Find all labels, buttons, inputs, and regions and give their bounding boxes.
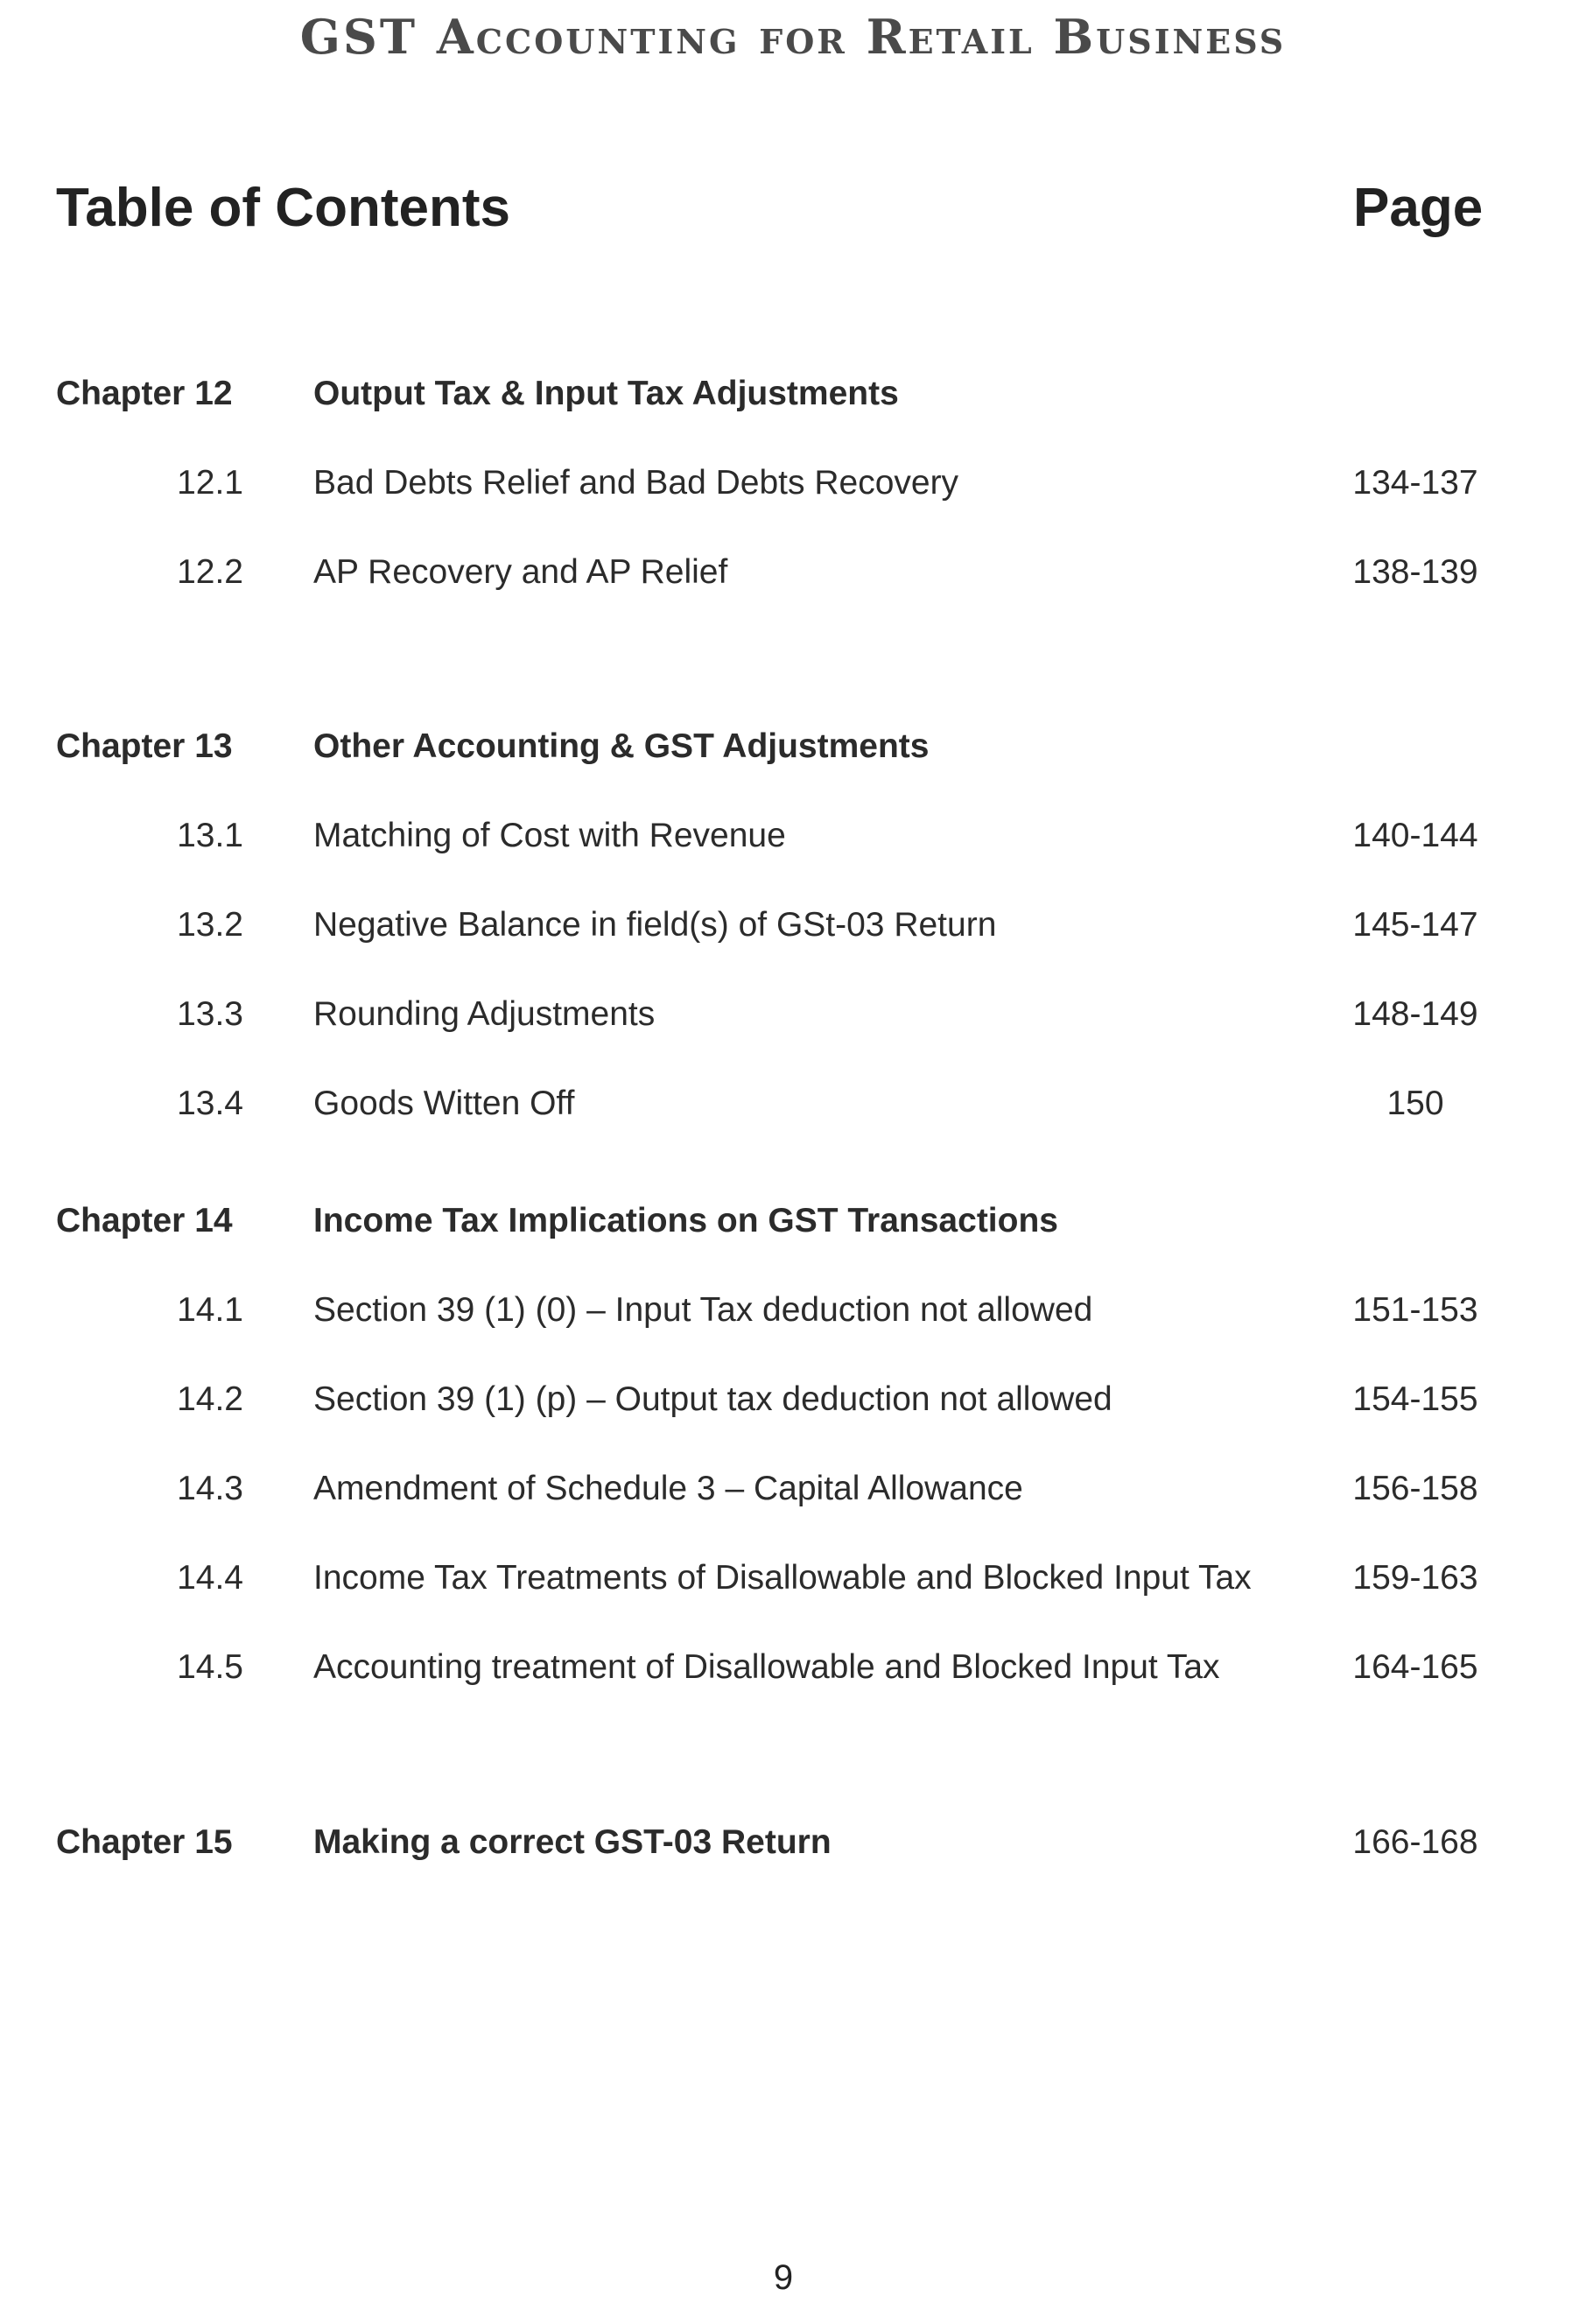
section-number: 14.2 — [177, 1380, 243, 1418]
page-range: 164-165 — [1352, 1648, 1478, 1686]
toc-entry-13-2 — [0, 899, 1586, 951]
page-range: 134-137 — [1352, 464, 1478, 502]
page-range: 156-158 — [1352, 1470, 1478, 1507]
section-number: 14.1 — [177, 1291, 243, 1329]
page-range: 151-153 — [1352, 1291, 1478, 1329]
toc-entry-14-4 — [0, 1552, 1586, 1604]
page-number: 9 — [773, 2258, 794, 2297]
section-title: Accounting treatment of Disallowable and Blocked Input Tax — [313, 1648, 1220, 1686]
section-title: Goods Witten Off — [313, 1085, 575, 1122]
section-title: Income Tax Treatments of Disallowable and Blocked Input Tax — [313, 1559, 1252, 1597]
toc-entry-14-1 — [0, 1284, 1586, 1337]
page-range: 150 — [1386, 1085, 1444, 1122]
chapter-number: Chapter 12 — [56, 375, 233, 412]
section-number: 14.4 — [177, 1559, 243, 1597]
chapter-title: Other Accounting & GST Adjustments — [313, 727, 930, 765]
chapter-title: Making a correct GST-03 Return — [313, 1823, 832, 1861]
toc-entry-13-4 — [0, 1078, 1586, 1130]
chapter-number: Chapter 13 — [56, 727, 233, 765]
section-number: 12.2 — [177, 553, 243, 591]
section-number: 13.3 — [177, 995, 243, 1033]
chapter-number: Chapter 15 — [56, 1823, 233, 1861]
section-number: 14.5 — [177, 1648, 243, 1686]
toc-entry-12-1 — [0, 457, 1586, 509]
toc-chapter-14 — [0, 1195, 1586, 1247]
page-range: 148-149 — [1352, 995, 1478, 1033]
section-title: Amendment of Schedule 3 – Capital Allowance — [313, 1470, 1023, 1507]
toc-entry-13-3 — [0, 988, 1586, 1041]
page-range: 159-163 — [1352, 1559, 1478, 1597]
page-column-heading: Page — [1353, 178, 1484, 238]
section-number: 13.2 — [177, 906, 243, 944]
toc-entry-12-2 — [0, 546, 1586, 599]
toc-chapter-15 — [0, 1816, 1586, 1869]
page-range: 138-139 — [1352, 553, 1478, 591]
section-number: 12.1 — [177, 464, 243, 502]
toc-chapter-13 — [0, 720, 1586, 773]
chapter-title: Output Tax & Input Tax Adjustments — [313, 375, 899, 412]
section-title: Section 39 (1) (0) – Input Tax deduction not allowed — [313, 1291, 1093, 1329]
section-number: 13.4 — [177, 1085, 243, 1122]
toc-entry-14-5 — [0, 1641, 1586, 1694]
chapter-number: Chapter 14 — [56, 1202, 233, 1239]
section-title: Negative Balance in field(s) of GSt-03 Return — [313, 906, 997, 944]
section-title: AP Recovery and AP Relief — [313, 553, 728, 591]
toc-entry-14-2 — [0, 1373, 1586, 1426]
toc-entry-14-3 — [0, 1463, 1586, 1515]
chapter-title: Income Tax Implications on GST Transactions — [313, 1202, 1058, 1239]
section-number: 14.3 — [177, 1470, 243, 1507]
toc-chapter-12 — [0, 368, 1586, 420]
section-title: Matching of Cost with Revenue — [313, 817, 786, 854]
running-header: GST Accounting for Retail Business — [299, 9, 1287, 65]
section-number: 13.1 — [177, 817, 243, 854]
page-range: 154-155 — [1352, 1380, 1478, 1418]
page-range: 140-144 — [1352, 817, 1478, 854]
page-range: 166-168 — [1352, 1823, 1478, 1861]
page-range: 145-147 — [1352, 906, 1478, 944]
section-title: Section 39 (1) (p) – Output tax deduction not allowed — [313, 1380, 1112, 1418]
section-title: Bad Debts Relief and Bad Debts Recovery — [313, 464, 959, 502]
toc-title: Table of Contents — [56, 178, 510, 238]
toc-entry-13-1 — [0, 810, 1586, 862]
section-title: Rounding Adjustments — [313, 995, 656, 1033]
